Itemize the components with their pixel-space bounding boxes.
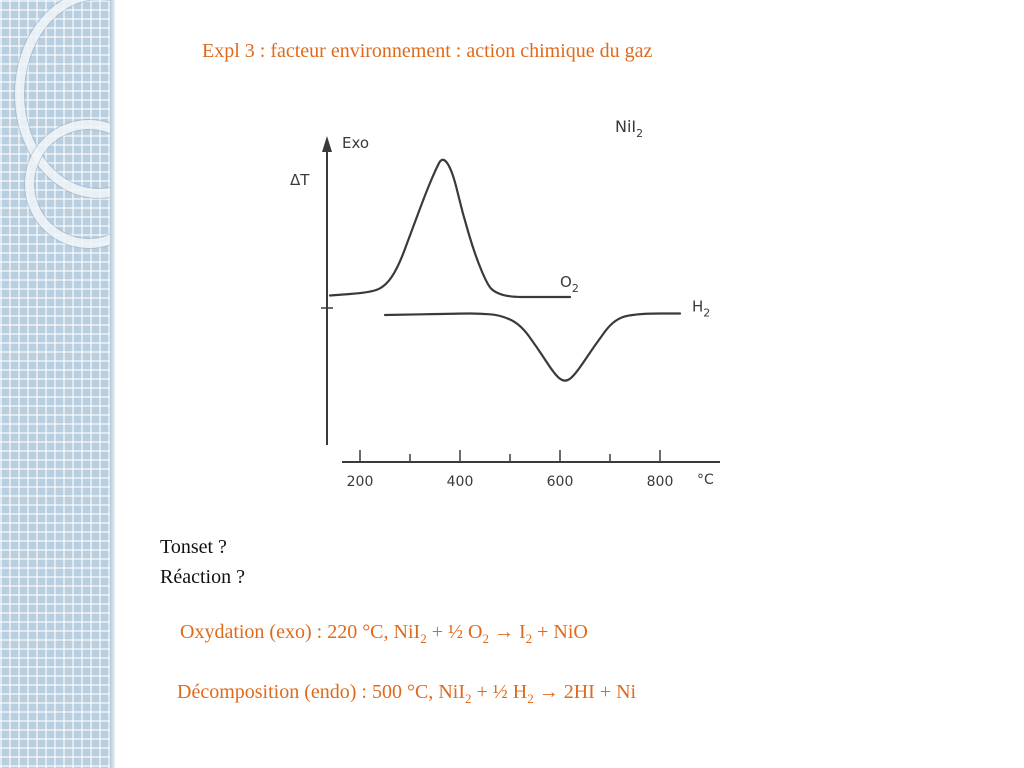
answer-oxidation — [180, 621, 588, 647]
answer-oxidation-gas: O — [467, 621, 483, 643]
x-tick-label: 200 — [346, 474, 374, 490]
answer-oxidation-plus: + ½ — [426, 621, 468, 643]
series-label-o2: $O_2$ — [560, 273, 579, 295]
slide-title: Expl 3 : facteur environnement : action chimique du gaz — [202, 40, 653, 62]
answer-oxidation-arrow: → — [488, 621, 519, 643]
dta-chart-svg — [270, 100, 750, 520]
question-tonset: Tonset ? — [160, 536, 227, 558]
answer-decomposition-gas: H — [512, 681, 528, 703]
answer-oxidation-label: Oxydation (exo) : 220 °C, — [180, 621, 394, 643]
exo-label: Exo — [342, 134, 370, 152]
dta-chart — [270, 100, 750, 520]
decorative-side-panel — [0, 0, 113, 768]
answer-decomposition-arrow: → — [533, 681, 564, 703]
series-line-o2 — [330, 160, 570, 297]
answer-decomposition-reactant: NiI — [438, 681, 465, 703]
compound-label: NiI$_2$ — [615, 117, 644, 140]
x-tick-label: 400 — [446, 474, 474, 490]
question-reaction: Réaction ? — [160, 566, 245, 588]
answer-decomposition-gas-sub: 2 — [527, 691, 534, 706]
series-line-h2 — [385, 314, 680, 381]
answer-decomposition-rest: + Ni — [594, 681, 637, 703]
answer-decomposition-product: 2HI — [563, 681, 595, 703]
x-tick-label: 600 — [546, 474, 574, 490]
answer-oxidation-product: I — [518, 621, 526, 643]
y-axis-label: ΔT — [290, 171, 310, 189]
series-label-h2: $H_2$ — [692, 297, 711, 320]
answer-decomposition-label: Décomposition (endo) : 500 °C, — [177, 681, 439, 703]
x-unit-label: °C — [697, 472, 714, 488]
answer-oxidation-rest: + NiO — [532, 621, 588, 643]
answer-oxidation-reactant: NiI — [393, 621, 421, 643]
x-tick-label: 800 — [646, 474, 674, 490]
answer-decomposition-reactant-sub: 2 — [464, 691, 472, 706]
answer-decomposition — [177, 681, 636, 707]
side-panel-edge — [110, 0, 115, 768]
y-axis-arrow — [322, 136, 332, 152]
answer-decomposition-plus: + ½ — [471, 681, 513, 703]
answer-oxidation-reactant-sub: 2 — [420, 631, 427, 646]
answer-oxidation-gas-sub: 2 — [482, 631, 489, 646]
answer-oxidation-product-sub: 2 — [525, 631, 533, 646]
